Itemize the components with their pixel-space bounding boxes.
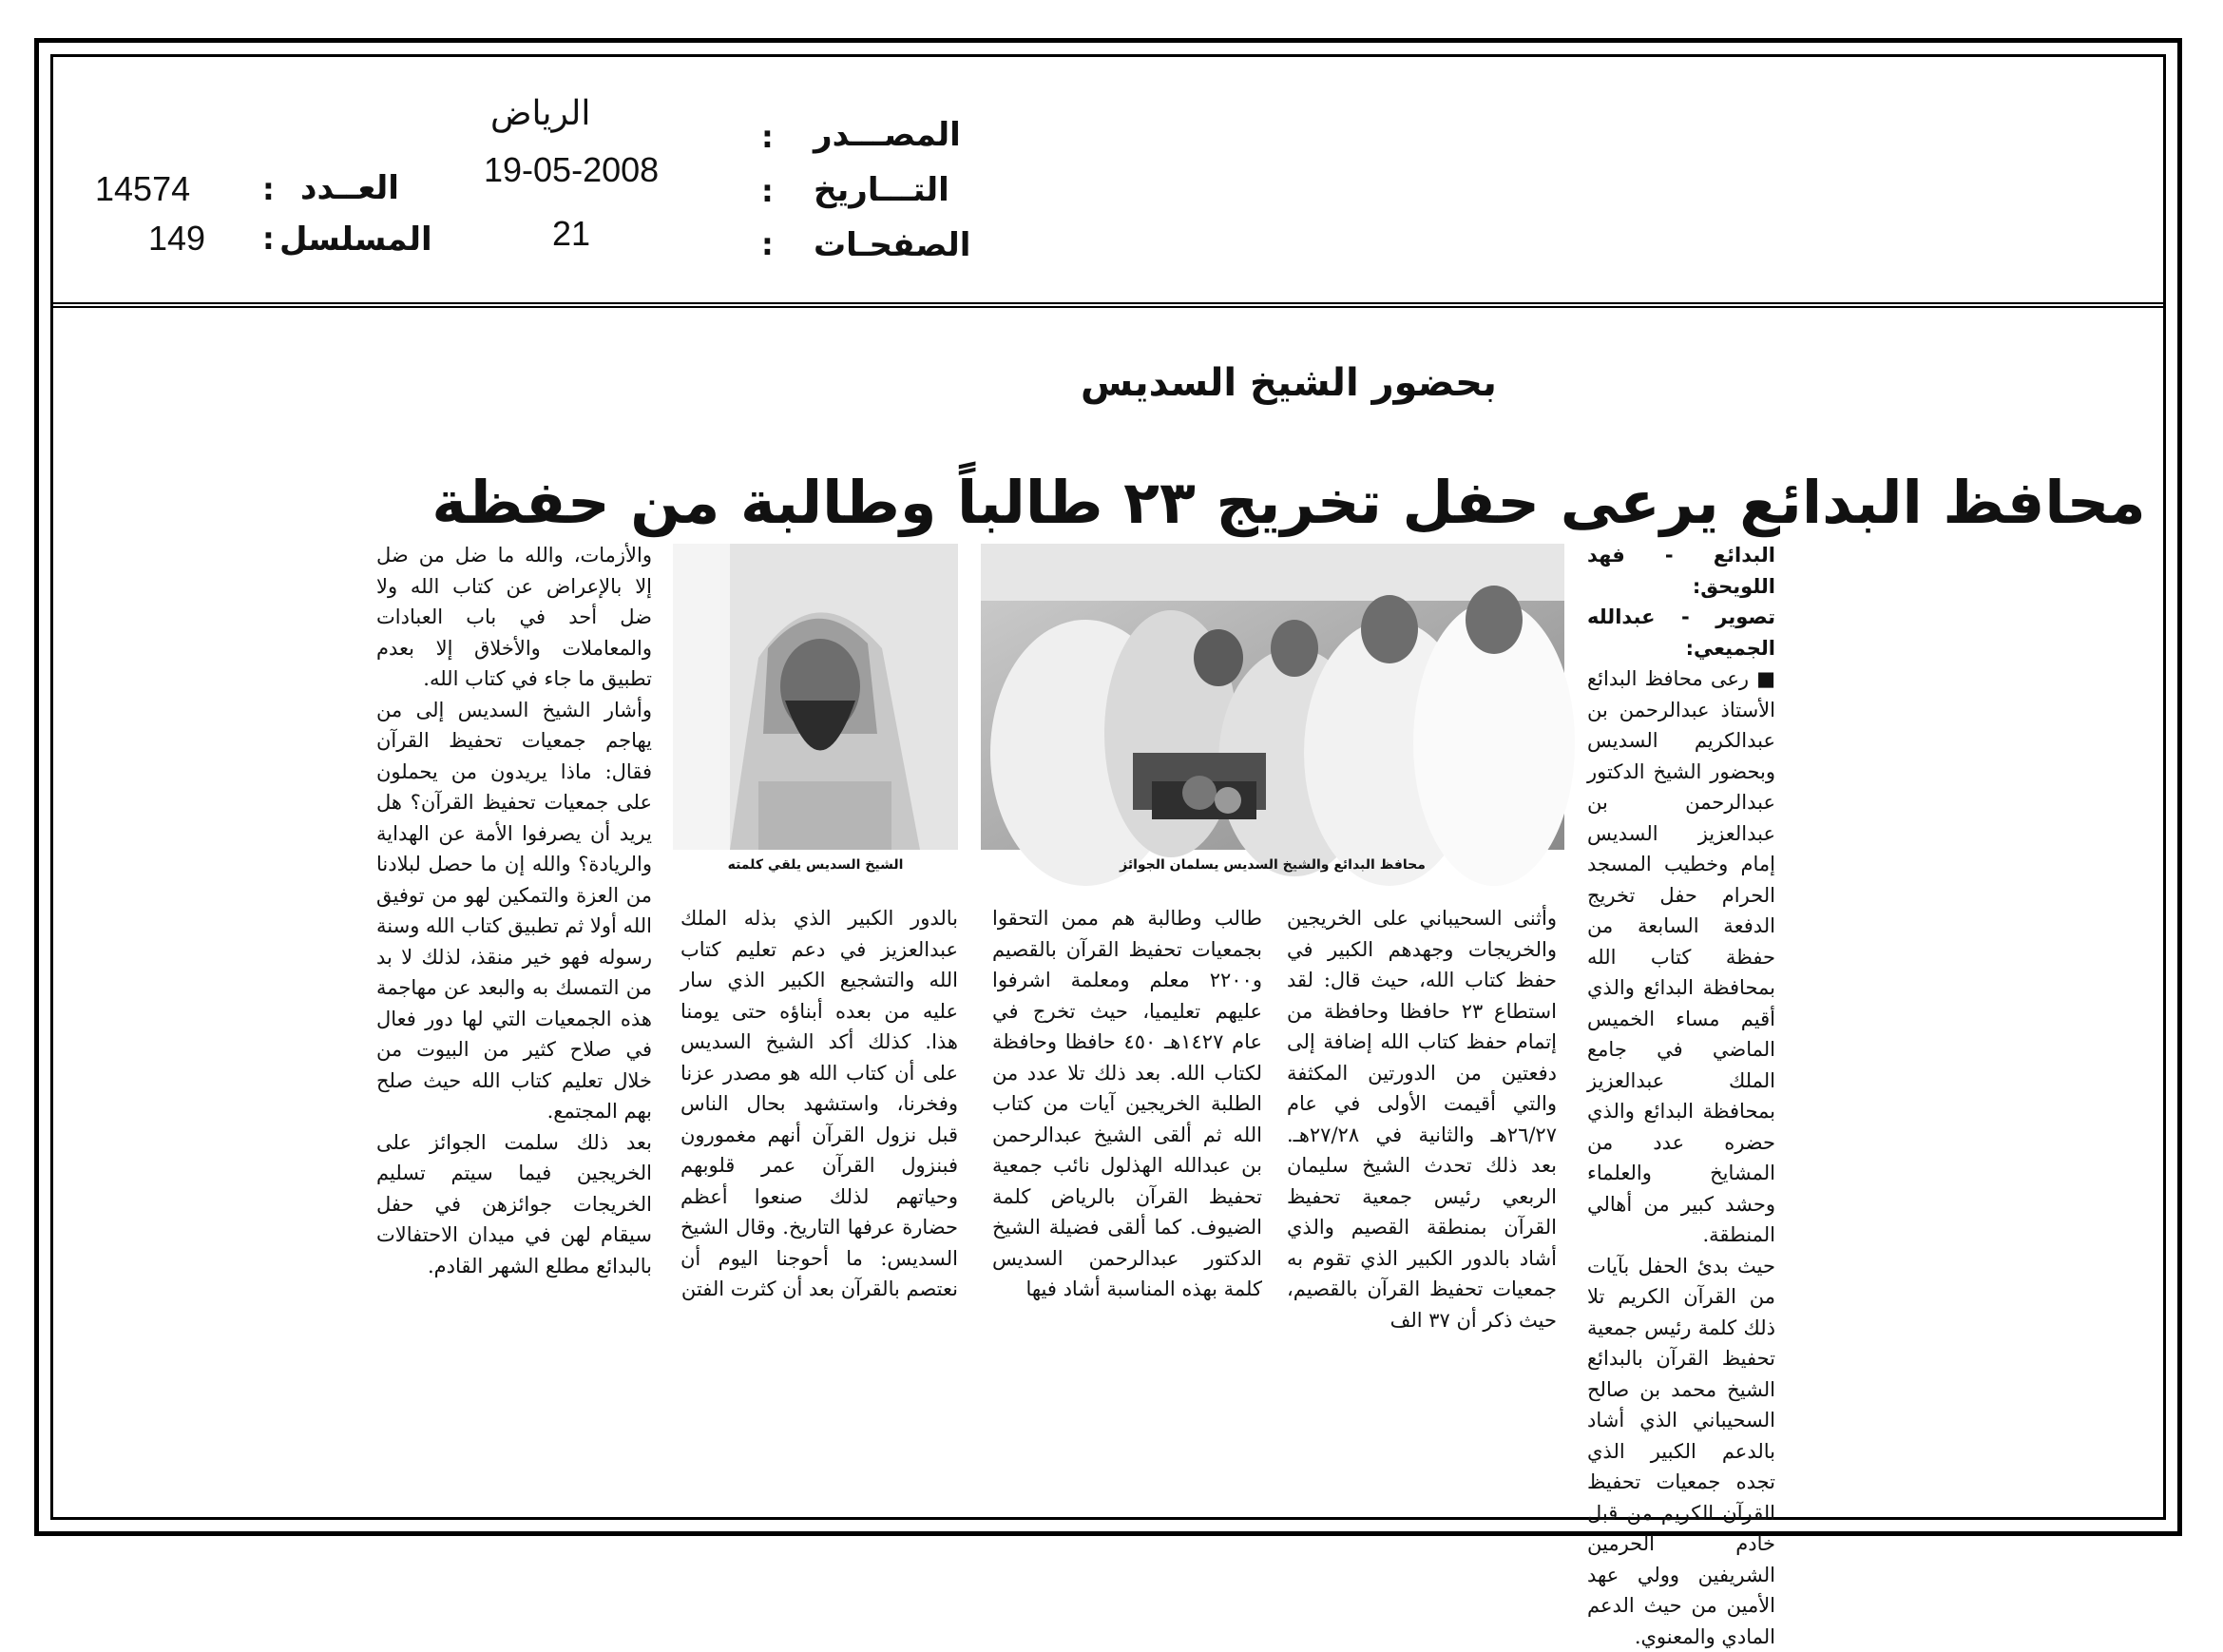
photo-sheikh-speech-caption: الشيخ السديس يلقي كلمته (673, 857, 958, 873)
byline-photographer: تصوير - عبدالله الجميعي: (1587, 602, 1775, 663)
clipping-header (53, 57, 2163, 308)
column-5-paragraph-3: بعد ذلك سلمت الجوائز على الخريجين فيما سيتم تسليم الخريجات جوائزهن في حفل سيقام لهن في ميدان الاحتفالات بالبدائع مطلع الشهر القادم. (376, 1127, 652, 1282)
column-1-paragraph-1: ■ رعى محافظ البدائع الأستاذ عبدالرحمن بن عبدالكريم السديس وبحضور الشيخ الدكتور عبدالرحمن بن عبدالعزيز السديس إمام وخطيب المسجد الحرام حفل تخريج الدفعة السابعة من حفظة كتاب الله بمحافظة البدائع والذي أقيم مساء الخميس الماضي في جامع الملك عبدالعزيز بمحافظة البدائع والذي حضره عدد من المشايخ والعلماء وحشد كبير من أهالي المنطقة. (1587, 663, 1775, 1251)
article-kicker: بحضور الشيخ السديس (414, 361, 2163, 405)
photo-sheikh-speech (673, 544, 958, 850)
column-5-paragraph-2: وأشار الشيخ السديس إلى من يهاجم جمعيات تحفيظ القرآن فقال: ماذا يريدون من يحملون على جمعيات تحفيظ القرآن؟ هل يريد أن يصرفوا الأمة عن الهداية والريادة؟ والله إن ما حصل لبلادنا من العزة والتمكين لهو من توفيق الله أولا ثم تطبيق كتاب الله وسنة رسوله فهو خير منقذ، لذلك لا بد من التمسك به والبعد عن مهاجمة هذه الجمعيات التي لها دور فعال في صلاح كثير من البيوت من خلال تعليم كتاب الله حيث صلح بهم المجتمع. (376, 695, 652, 1127)
pages-colon: : (761, 226, 774, 262)
serial-label: المسلسل (279, 221, 432, 259)
photo-award-ceremony-caption: محافظ البدائع والشيخ السديس يسلمان الجوائز (981, 857, 1564, 873)
article-column-4 (680, 903, 958, 1431)
page-border (34, 38, 2182, 1536)
article-column-1 (1587, 540, 1775, 1433)
column-3-text: طالب وطالبة هم ممن التحقوا بجمعيات تحفيظ القرآن بالقصيم و٢٢٠٠ معلم ومعلمة اشرفوا عليهم تعليميا، حيث تخرج في عام ١٤٢٧هـ ٤٥٠ حافظا وحافظة لكتاب الله. بعد ذلك تلا عدد من الطلبة الخريجين آيات من كتاب الله ثم ألقى الشيخ عبدالرحمن بن عبدالله الهذلول نائب جمعية تحفيظ القرآن بالرياض كلمة الضيوف. كما ألقى فضيلة الشيخ الدكتور عبدالرحمن السديس كلمة بهذه المناسبة أشاد فيها (992, 903, 1262, 1305)
serial-colon: : (262, 221, 275, 257)
clipping-frame (50, 54, 2166, 1520)
pages-value: 21 (552, 214, 590, 254)
article-column-3 (992, 903, 1262, 1431)
pages-label: الصفحـات (814, 226, 970, 264)
issue-value: 14574 (95, 169, 190, 209)
article-column-2 (1287, 903, 1557, 1431)
issue-label: العــدد (300, 169, 399, 207)
issue-colon: : (262, 171, 275, 207)
source-value: الرياض (490, 93, 590, 133)
source-colon: : (761, 119, 774, 155)
date-label: التـــاريخ (814, 171, 949, 209)
byline-writer: البدائع - فهد اللويحق: (1587, 540, 1775, 602)
article-headline: محافظ البدائع يرعى حفل تخريج ٢٣ طالباً وطالبة من حفظة (414, 468, 2163, 606)
date-value: 19-05-2008 (484, 150, 659, 190)
column-5-paragraph-1: والأزمات، والله ما ضل من ضل إلا بالإعراض عن كتاب الله ولا ضل أحد في باب العبادات والمعاملات والأخلاق إلا بعدم تطبيق ما جاء في كتاب الله. (376, 540, 652, 695)
serial-value: 149 (148, 219, 205, 259)
photo-award-ceremony (981, 544, 1564, 850)
column-1-paragraph-2: حيث بدئ الحفل بآيات من القرآن الكريم تلا ذلك كلمة رئيس جمعية تحفيظ القرآن بالبدائع الشيخ محمد بن صالح السحيباني الذي أشاد بالدعم الكبير الذي تجده جمعيات تحفيظ القرآن الكريم من قبل خادم الحرمين الشريفين وولي عهد الأمين من حيث الدعم المادي والمعنوي. (1587, 1251, 1775, 1652)
source-label: المصـــدر (814, 116, 961, 154)
date-colon: : (761, 173, 774, 209)
column-2-text: وأثنى السحيباني على الخريجين والخريجات وجهدهم الكبير في حفظ كتاب الله، حيث قال: لقد استطاع ٢٣ حافظا وحافظة من إتمام حفظ كتاب الله إضافة إلى دفعتين من الدورتين المكثفة والتي أقيمت الأولى في عام ٢٦/٢٧هـ والثانية في ٢٧/٢٨هـ. بعد ذلك تحدث الشيخ سليمان الربعي رئيس جمعية تحفيظ القرآن بمنطقة القصيم والذي أشاد بالدور الكبير الذي تقوم به جمعيات تحفيظ القرآن بالقصيم، حيث ذكر أن ٣٧ الف (1287, 903, 1557, 1335)
article-column-5 (376, 540, 652, 1433)
column-4-text: بالدور الكبير الذي بذله الملك عبدالعزيز في دعم تعليم كتاب الله والتشجيع الكبير الذي سار عليه من بعده أبناؤه حتى يومنا هذا. كذلك أكد الشيخ السديس على أن كتاب الله هو مصدر عزنا وفخرنا، واستشهد بحال الناس قبل نزول القرآن أنهم مغمورون فبنزول القرآن عمر قلوبهم وحياتهم لذلك صنعوا أعظم حضارة عرفها التاريخ. وقال الشيخ السديس: ما أحوجنا اليوم أن نعتصم بالقرآن بعد أن كثرت الفتن (680, 903, 958, 1305)
